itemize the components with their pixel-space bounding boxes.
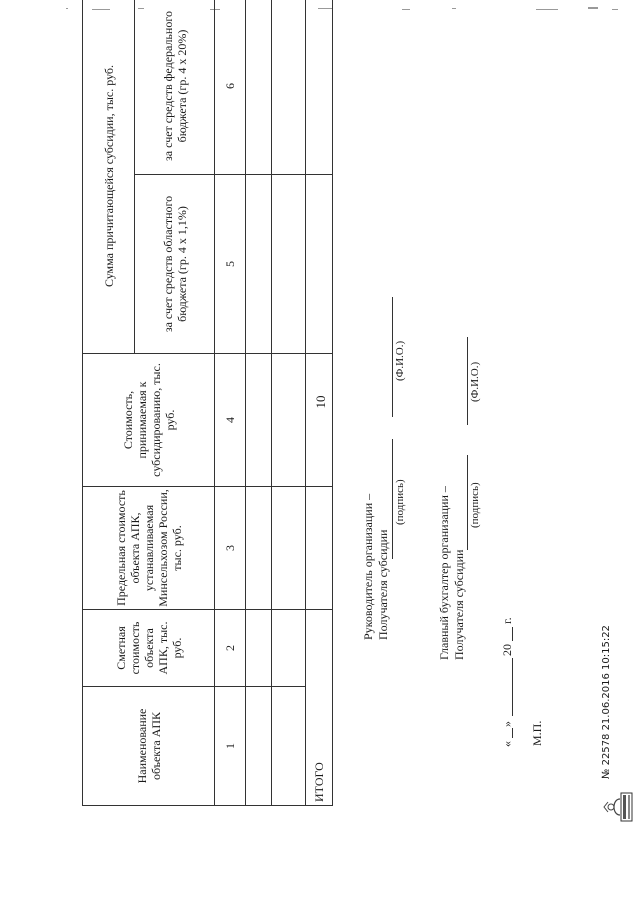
head-name-line (392, 297, 393, 417)
table-column-divider (82, 353, 332, 354)
total-row-label: ИТОГО (312, 762, 326, 802)
head-label-line2: Получателя субсидии (376, 529, 390, 640)
table-column-divider (82, 486, 332, 487)
head-name-hint: (Ф.И.О.) (394, 340, 406, 381)
seal-place-label: М.П. (530, 720, 544, 746)
table-column-divider (82, 609, 332, 610)
document-registration-number: № 22578 21.06.2016 10:15:22 (601, 625, 612, 779)
accountant-signature-line (467, 455, 468, 550)
head-label-line1: Руководитель организации – (361, 493, 375, 640)
column-number: 2 (223, 645, 237, 651)
column-number: 4 (223, 417, 237, 423)
accountant-label-line1: Главный бухгалтер организации – (437, 486, 451, 660)
header-subsidy-group: Сумма причитающейся субсидии, тыс. руб. (102, 64, 116, 288)
table-border-bottom (332, 0, 333, 806)
date-century: 20 (500, 644, 514, 656)
accountant-signature-hint: (подпись) (469, 482, 481, 528)
column-number: 3 (223, 545, 237, 551)
column-number: 5 (223, 261, 237, 267)
date-quote-close: » (500, 721, 514, 727)
date-quote-open: « (500, 741, 514, 747)
date-year-suffix: г. (500, 617, 514, 624)
head-signature-line (392, 439, 393, 559)
column-number: 1 (223, 743, 237, 749)
head-signature-hint: (подпись) (394, 479, 406, 525)
table-header-group-divider (134, 0, 135, 354)
table-border-left (82, 805, 333, 806)
header-regional-budget: за счет средств областного бюджета (гр. 4 х 1,1%) (161, 195, 189, 333)
header-object-name: Наименование объекта АПК (134, 708, 163, 784)
accountant-name-line (467, 337, 468, 425)
date-month-line (512, 658, 513, 716)
registry-stamp-icon (602, 791, 634, 823)
header-limit-cost: Предельная стоимость объекта АПК, устанавливаемая Минсельхозом России, тыс. руб. (113, 489, 184, 607)
date-day-line (512, 728, 513, 738)
accountant-name-hint: (Ф.И.О.) (469, 361, 481, 402)
page-number: 10 (313, 395, 328, 409)
accountant-label-line2: Получателя субсидии (452, 549, 466, 660)
header-estimated-cost: Сметная стоимость объекта АПК, тыс. руб. (113, 621, 184, 675)
date-year-line (512, 627, 513, 641)
header-subsidized-cost: Стоимость, принимаемая к субсидированию, тыс. руб. (120, 363, 177, 477)
column-number: 6 (223, 83, 237, 89)
header-federal-budget: за счет средств федерального бюджета (гр. 4 х 20%) (161, 11, 189, 161)
table-column-divider (82, 686, 306, 687)
